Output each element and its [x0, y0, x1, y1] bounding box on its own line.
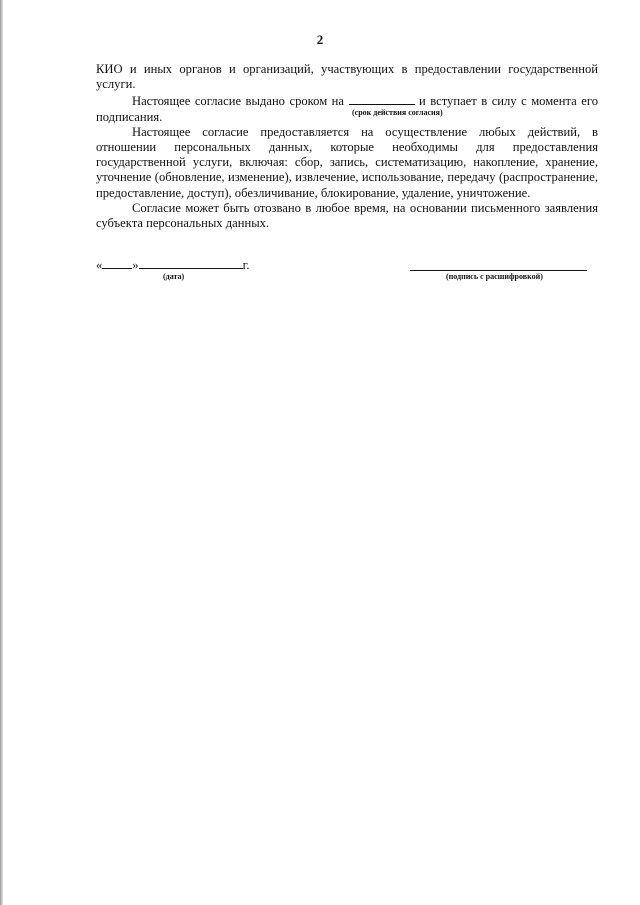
- date-day-blank: [102, 257, 132, 269]
- page-number: 2: [316, 32, 324, 47]
- paragraph-revocation: Согласие может быть отозвано в любое время, на основании письменного заявления субъекта персональных данных.: [96, 200, 598, 231]
- signature-line: [410, 270, 587, 271]
- term-blank-field: [349, 92, 415, 105]
- date-caption: (дата): [163, 272, 185, 281]
- paragraph-term-end: и вступает в силу с момента его подписания.: [96, 94, 598, 124]
- paragraph-term-start: Настоящее согласие выдано сроком на: [132, 94, 349, 109]
- document-body: [96, 62, 598, 231]
- date-year-suffix: г.: [242, 258, 250, 272]
- scan-edge: [0, 0, 3, 905]
- term-blank-caption: (срок действия согласия): [352, 108, 443, 117]
- date-open-quote: «: [96, 258, 103, 272]
- date-close-quote: »: [132, 258, 139, 272]
- paragraph-term: [96, 92, 598, 124]
- paragraph-continuation: КИО и иных органов и организаций, участвующих в предоставлении государственной услуги.: [96, 62, 598, 92]
- signature-caption: (подпись с расшифровкой): [446, 272, 543, 281]
- date-month-blank: [139, 257, 243, 269]
- date-field: [96, 257, 250, 273]
- paragraph-actions: Настоящее согласие предоставляется на осуществление любых действий, в отношении персональных данных, которые необходимы для предоставления государственной услуги, включая: сбор, запись, систематизацию, накопление, хранение, уточнение (обновление, изменение), извлечение, использование, передачу (распространение, предоставление, доступ), обезличивание, блокирование, удаление, уничтожение.: [96, 124, 598, 200]
